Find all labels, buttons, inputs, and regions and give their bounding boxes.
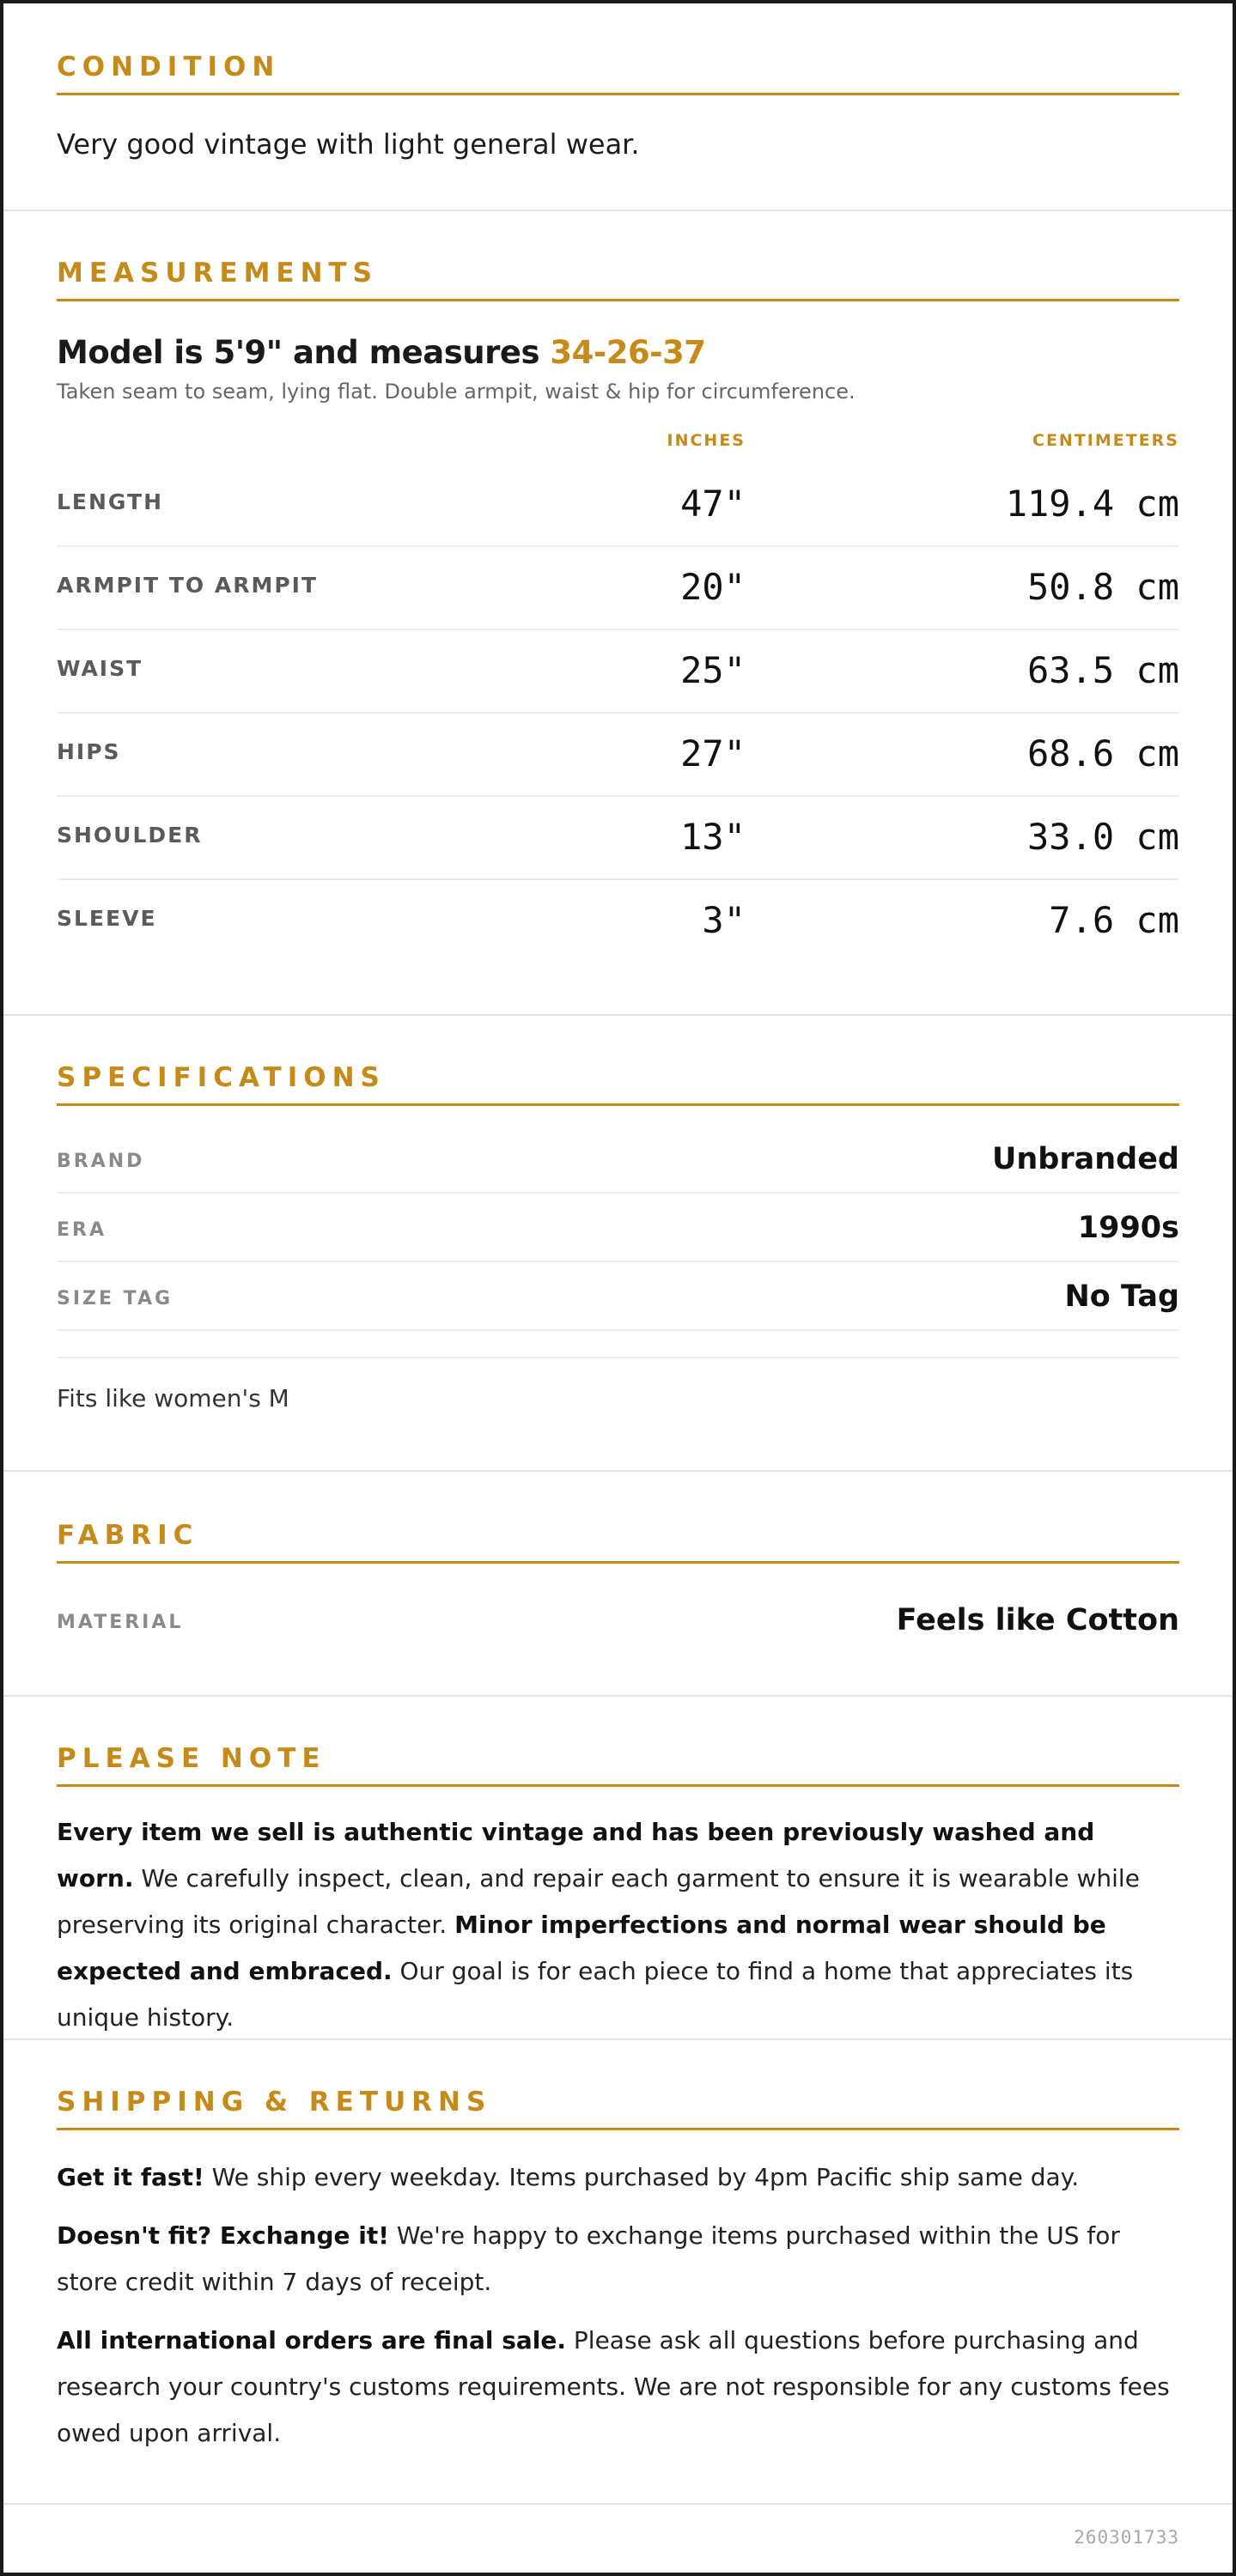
measurement-label: LENGTH xyxy=(57,489,163,514)
item-id: 260301733 xyxy=(1074,2527,1179,2548)
measurements-section xyxy=(3,211,1233,1016)
note-bold-1: Every item we sell is authentic vintage and has been previously washed and worn. xyxy=(57,1818,1095,1893)
fabric-key: MATERIAL xyxy=(57,1612,184,1633)
spec-value: 1990s xyxy=(1077,1211,1179,1245)
divider xyxy=(57,1357,1179,1358)
condition-text: Very good vintage with light general wear. xyxy=(57,128,640,161)
measurement-row-length xyxy=(57,464,1179,547)
please-note-heading: PLEASE NOTE xyxy=(57,1743,1179,1787)
measurement-label: SHOULDER xyxy=(57,823,203,848)
measurement-row-waist xyxy=(57,630,1179,714)
measurement-label: WAIST xyxy=(57,656,143,681)
shipping-text: We're happy to exchange items purchased within the US for store credit within 7 days of receipt. xyxy=(57,2221,1120,2296)
measurements-table xyxy=(57,464,1179,962)
model-measures: 34-26-37 xyxy=(550,334,706,371)
shipping-text: We ship every weekday. Items purchased by 4pm Pacific ship same day. xyxy=(204,2163,1080,2191)
measurement-cm: 7.6 cm xyxy=(1049,899,1179,941)
shipping-paragraph-fast xyxy=(57,2154,1179,2201)
measurement-label: HIPS xyxy=(57,739,121,764)
note-text-1: We carefully inspect, clean, and repair each garment to ensure it is wearable while preserving its original character. xyxy=(57,1864,1140,1939)
measurements-subtitle: Taken seam to seam, lying flat. Double armpit, waist & hip for circumference. xyxy=(57,380,855,404)
measurements-heading: MEASUREMENTS xyxy=(57,258,1179,301)
fabric-value: Feels like Cotton xyxy=(896,1603,1179,1637)
please-note-paragraph xyxy=(57,1809,1179,2041)
shipping-returns-section xyxy=(3,2040,1233,2505)
measurement-cm: 33.0 cm xyxy=(1026,816,1179,858)
footer xyxy=(3,2505,1233,2573)
measurement-inches: 47" xyxy=(680,483,746,525)
fabric-row-material xyxy=(57,1583,1179,1651)
spec-value: No Tag xyxy=(1064,1279,1179,1314)
shipping-text: Please ask all questions before purchasing and research your country's customs requirements. We are not responsible for any customs fees owed upon arrival. xyxy=(57,2326,1170,2447)
note-text-2: Our goal is for each piece to find a home that appreciates its unique history. xyxy=(57,1957,1134,2032)
measurement-label: ARMPIT TO ARMPIT xyxy=(57,573,319,598)
centimeters-column-header: CENTIMETERS xyxy=(1032,431,1179,450)
specifications-list xyxy=(57,1125,1179,1331)
spec-row-brand xyxy=(57,1125,1179,1194)
shipping-paragraph-international xyxy=(57,2318,1179,2457)
shipping-bold: All international orders are final sale. xyxy=(57,2326,567,2354)
note-bold-2: Minor imperfections and normal wear should be expected and embraced. xyxy=(57,1911,1106,1985)
shipping-heading: SHIPPING & RETURNS xyxy=(57,2087,1179,2130)
spec-key: SIZE TAG xyxy=(57,1288,174,1309)
spec-key: BRAND xyxy=(57,1151,145,1172)
measurement-row-hips xyxy=(57,714,1179,797)
spec-row-size-tag xyxy=(57,1262,1179,1331)
shipping-bold: Doesn't fit? Exchange it! xyxy=(57,2221,389,2250)
spec-value: Unbranded xyxy=(991,1142,1179,1176)
measurement-inches: 27" xyxy=(680,732,746,775)
measurement-row-sleeve xyxy=(57,880,1179,962)
shipping-bold: Get it fast! xyxy=(57,2163,204,2191)
specifications-heading: SPECIFICATIONS xyxy=(57,1062,1179,1106)
inches-column-header: INCHES xyxy=(667,431,746,450)
fabric-section xyxy=(3,1472,1233,1697)
model-prefix: Model is 5'9" and measures xyxy=(57,334,551,371)
fabric-heading: FABRIC xyxy=(57,1520,1179,1564)
measurement-inches: 25" xyxy=(680,649,746,691)
model-info xyxy=(57,334,1179,371)
measurements-column-headers xyxy=(57,431,1179,457)
spec-row-era xyxy=(57,1194,1179,1262)
measurement-row-shoulder xyxy=(57,797,1179,880)
please-note-section xyxy=(3,1697,1233,2040)
measurement-inches: 3" xyxy=(702,899,746,941)
measurement-cm: 63.5 cm xyxy=(1026,649,1179,691)
measurement-cm: 119.4 cm xyxy=(1005,483,1179,525)
measurement-inches: 20" xyxy=(680,566,746,608)
condition-heading: CONDITION xyxy=(57,52,1179,95)
fit-note: Fits like women's M xyxy=(57,1384,289,1413)
specifications-section xyxy=(3,1016,1233,1472)
measurement-label: SLEEVE xyxy=(57,906,157,931)
measurement-inches: 13" xyxy=(680,816,746,858)
condition-section xyxy=(3,3,1233,211)
measurement-cm: 50.8 cm xyxy=(1026,566,1179,608)
measurement-row-armpit xyxy=(57,547,1179,630)
spec-key: ERA xyxy=(57,1219,107,1241)
measurement-cm: 68.6 cm xyxy=(1026,732,1179,775)
shipping-paragraph-exchange xyxy=(57,2213,1179,2306)
